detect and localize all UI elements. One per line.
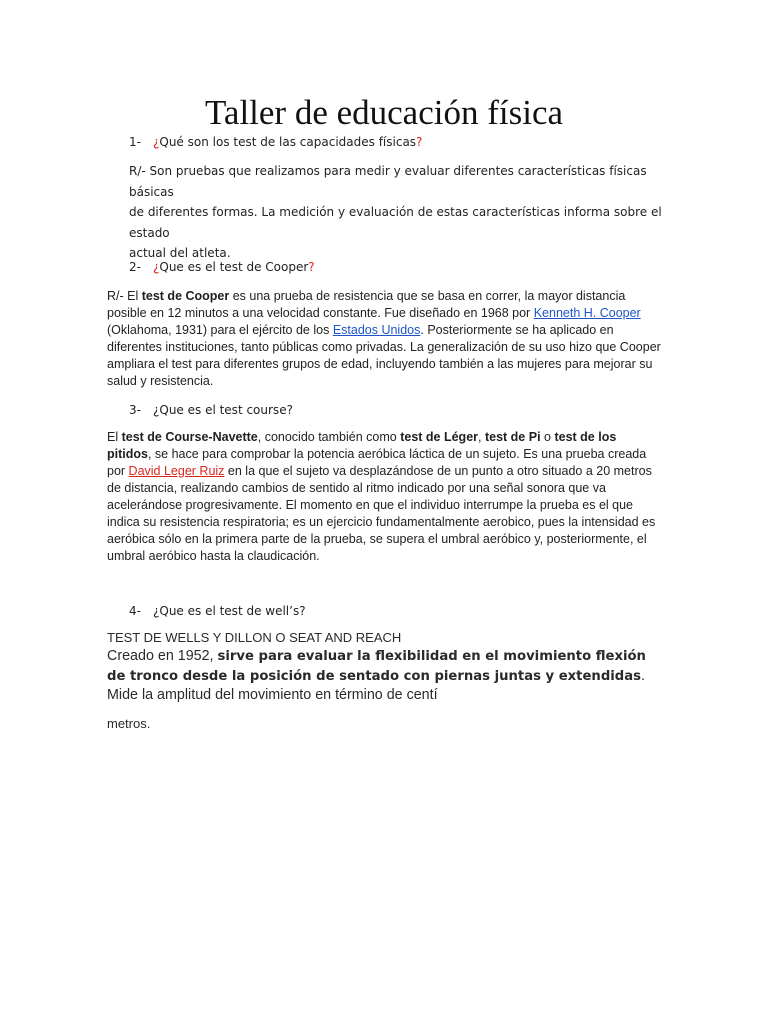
answer-3-text: en la que el sujeto va desplazándose de un punto a otro situado a 20 metros de distancia, realizando cambios de sentido al ritmo indicado por una señal sonora que va acelerándose progresivamente. El momento en que el individuo interrumpe la prueba es el que indica su resistencia respiratoria; es un ejercicio fundamentalmente aerobico, pues la intensidad es aeróbica sólo en la primera parte de la prueba, se supera el umbral aeróbico y, posteriormente, el umbral aeróbico hasta la claudicación.	[107, 464, 656, 563]
question-4	[129, 603, 306, 619]
question-1	[129, 134, 422, 150]
answer-3	[107, 429, 663, 565]
question-number: 4-	[129, 604, 141, 618]
question-number: 1-	[129, 135, 141, 149]
question-number: 2-	[129, 260, 141, 274]
answer-1-line: de diferentes formas. La medición y evaluación de estas características informa sobre el estado	[129, 205, 662, 240]
answer-2-text: (Oklahoma, 1931) para el ejército de los	[107, 323, 333, 337]
answer-2-prefix: R/- El	[107, 289, 142, 303]
answer-4-bold-text: sirve para evaluar la flexibilidad en el movimiento flexión de tronco desde la posición de sentado con piernas juntas y extendidas	[107, 649, 646, 684]
david-leger-ruiz-link[interactable]: David Leger Ruiz	[128, 464, 225, 478]
answer-1	[129, 161, 669, 264]
question-2	[129, 259, 315, 275]
answer-2-text: es una prueba de resistencia que se basa en correr, la mayor distancia posible en 12 minutos a una velocidad constante. Fue diseñado en 1968 por	[107, 289, 626, 320]
answer-3-text: , se hace para comprobar la potencia aeróbica láctica de un sujeto. Es una prueba creada por	[107, 447, 647, 478]
question-text: Que es el test de Cooper	[159, 260, 309, 274]
answer-3-text: ,	[478, 430, 485, 444]
question-number: 3-	[129, 403, 141, 417]
question-3	[129, 402, 293, 418]
answer-3-text: o	[540, 430, 555, 444]
kenneth-cooper-link[interactable]: Kenneth H. Cooper	[533, 306, 641, 320]
answer-1-line: actual del atleta.	[129, 246, 231, 260]
question-close-mark: ?	[416, 135, 423, 149]
answer-4-tail: metros.	[107, 716, 151, 731]
answer-3-term: test de Pi	[484, 430, 541, 444]
question-text: Qué son los test de las capacidades físicas	[159, 135, 417, 149]
answer-2	[107, 288, 663, 390]
answer-3-term: test de los pitidos	[107, 430, 617, 461]
answer-2-text: . Posteriormente se ha aplicado en diferentes instituciones, tanto públicas como privadas. La generalización de su uso hizo que Cooper ampliara el test para diferentes grupos de edad, incluyendo también a las mujeres para mejorar su salud y resistencia.	[107, 323, 661, 388]
answer-4-heading: TEST DE WELLS Y DILLON O SEAT AND REACH	[107, 630, 402, 645]
answer-3-text: El	[107, 430, 122, 444]
estados-unidos-link[interactable]: Estados Unidos	[332, 323, 421, 337]
answer-3-text: , conocido también como	[257, 430, 401, 444]
question-open-mark: ¿	[153, 260, 160, 274]
question-open-mark: ¿	[153, 135, 160, 149]
answer-3-term: test de Course-Navette	[121, 430, 258, 444]
question-text: ¿Que es el test de well’s?	[153, 604, 306, 618]
document-title: Taller de educación física	[204, 93, 564, 132]
answer-4-text: . Mide la amplitud del movimiento en término de centí	[107, 667, 645, 703]
answer-4-text: Creado en 1952,	[107, 648, 218, 664]
answer-2-term: test de Cooper	[141, 289, 230, 303]
question-text: ¿Que es el test course?	[153, 403, 293, 417]
answer-1-line: R/- Son pruebas que realizamos para medir y evaluar diferentes características físicas básicas	[129, 164, 647, 199]
answer-4	[107, 647, 667, 706]
question-close-mark: ?	[308, 260, 315, 274]
answer-3-term: test de Léger	[400, 430, 479, 444]
